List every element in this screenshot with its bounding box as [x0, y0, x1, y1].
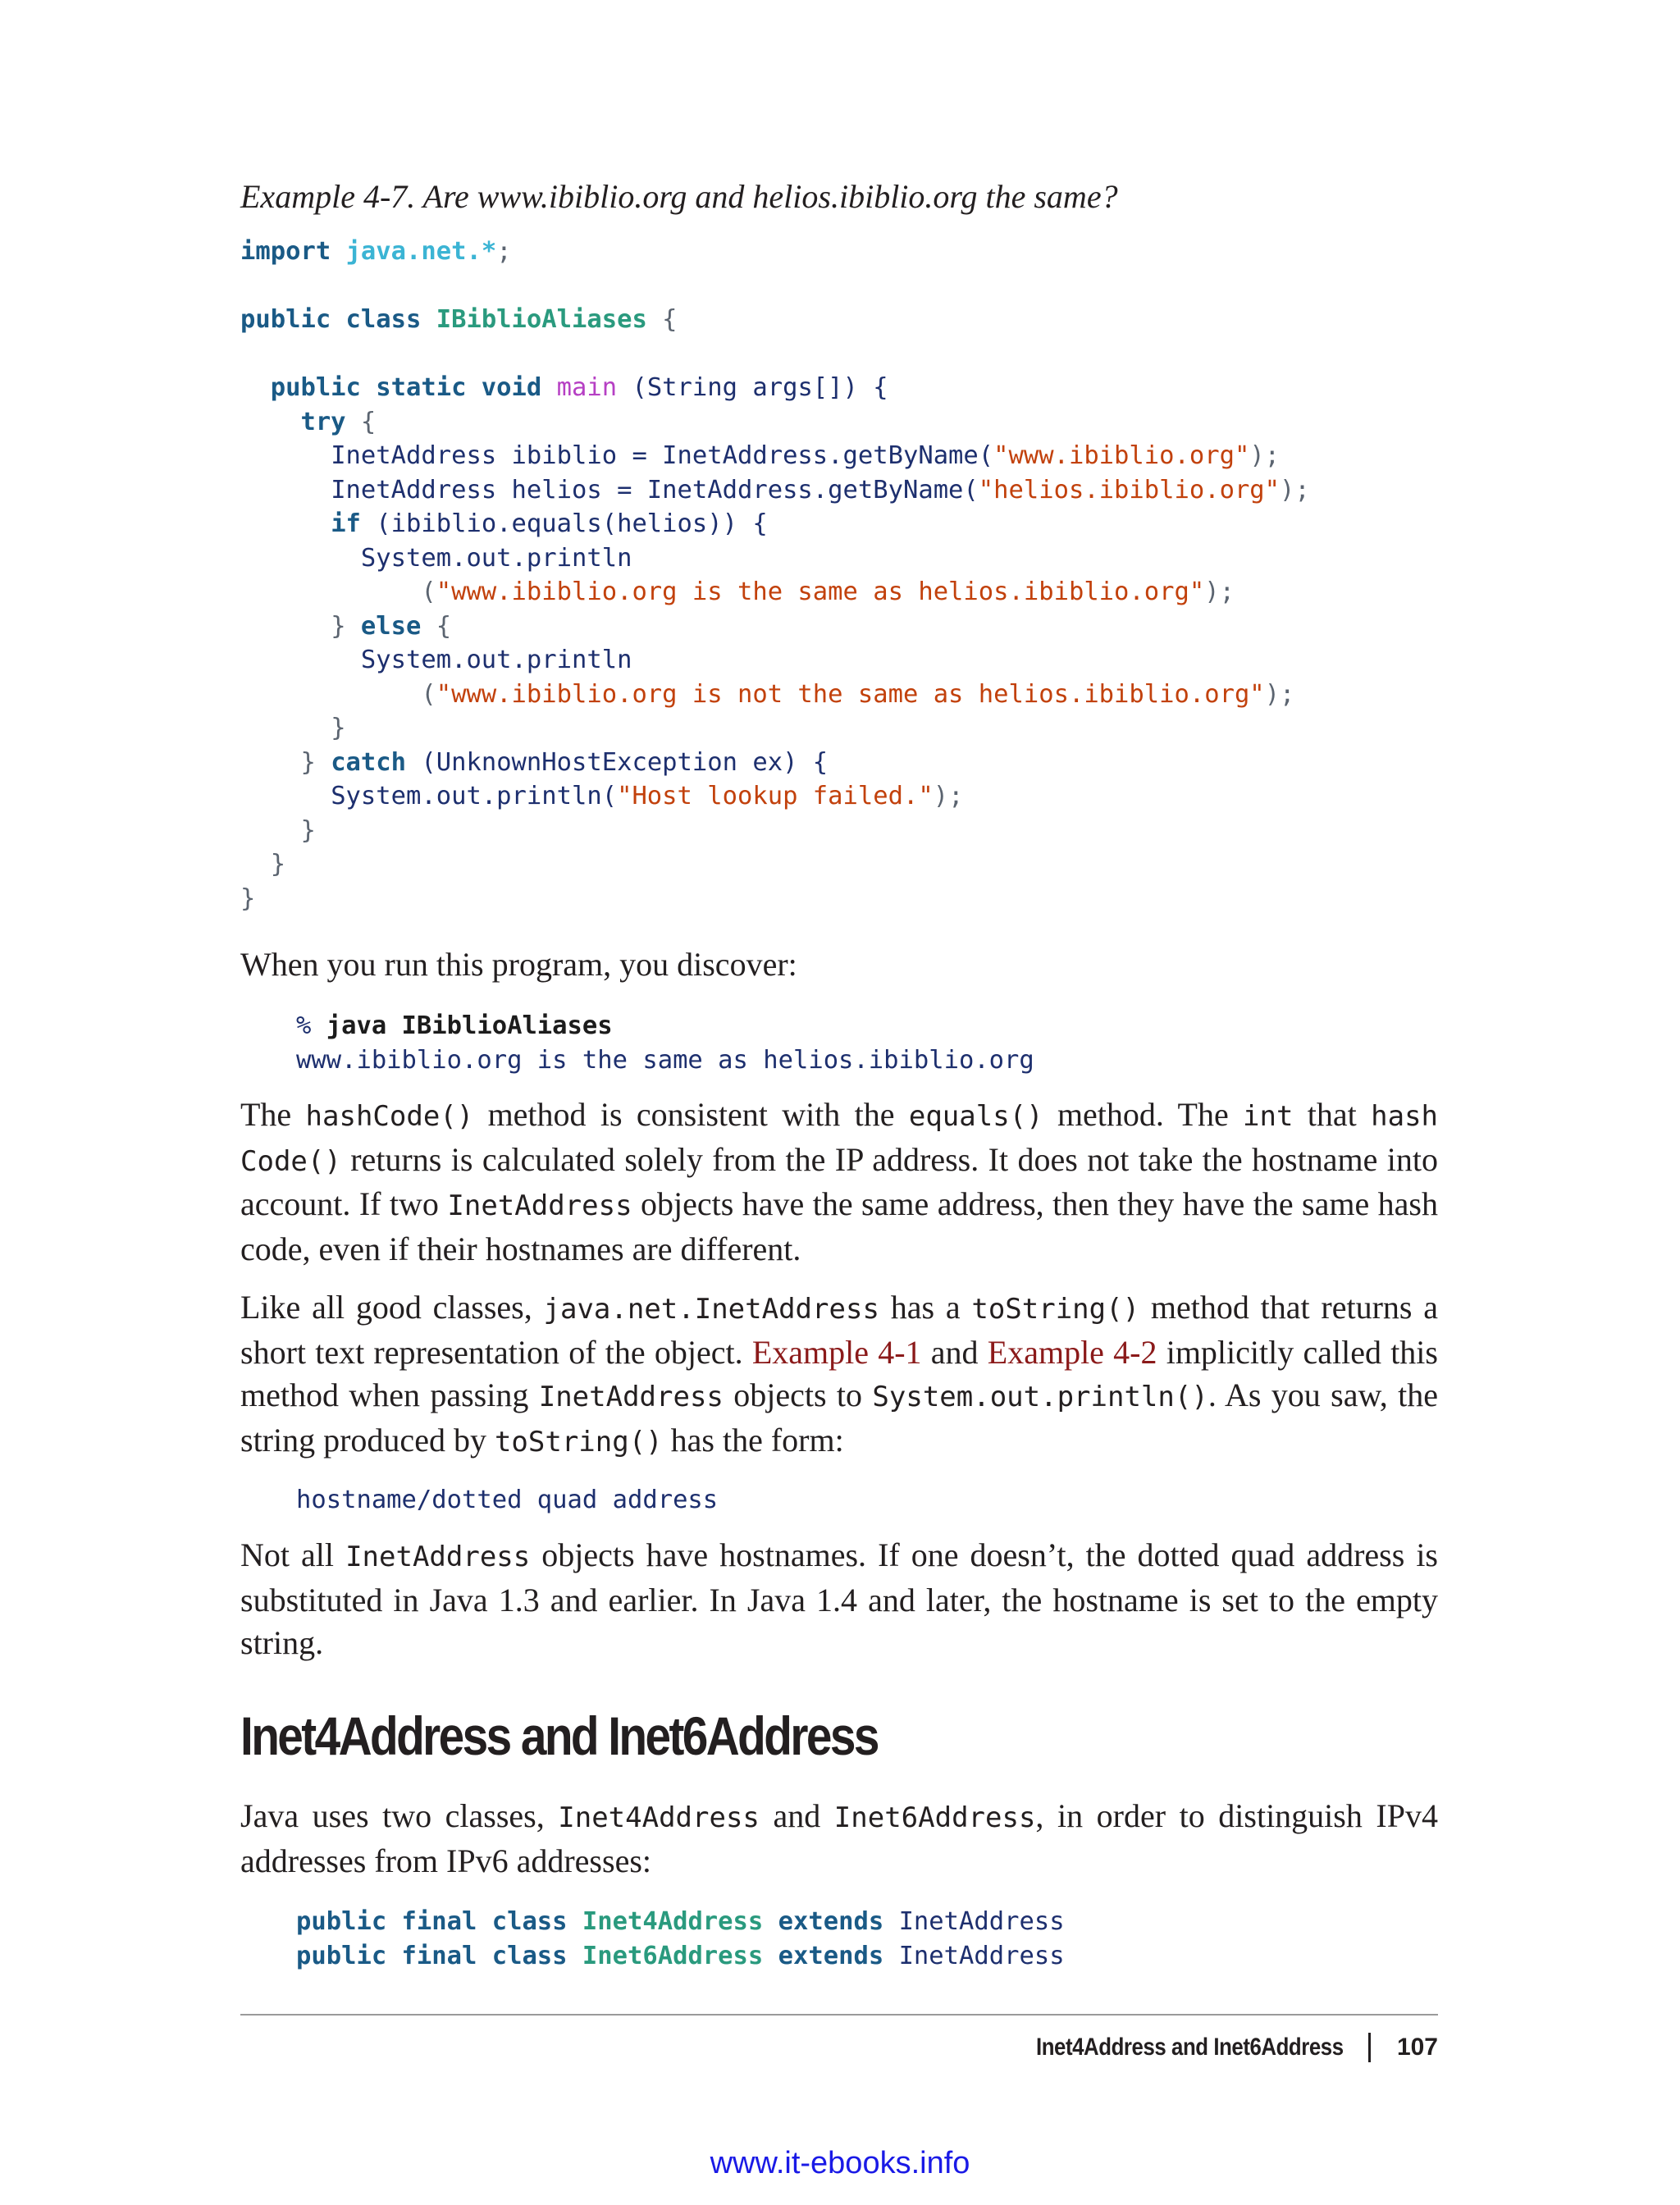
- example-4-1-link[interactable]: Example 4-1: [751, 1333, 922, 1371]
- class-declarations: [296, 1905, 1065, 1973]
- paragraph-run-intro: When you run this program, you discover:: [240, 946, 797, 983]
- text-run: . As you saw, the string produced by: [240, 1376, 1438, 1459]
- console-result: www.ibiblio.org is the same as helios.ibiblio.org: [296, 1045, 1034, 1075]
- text-run: and: [921, 1333, 988, 1371]
- footer-rule: [240, 2014, 1438, 2016]
- text-run: The: [240, 1096, 306, 1133]
- code-token: }: [300, 747, 331, 777]
- inline-code: Inet6Address: [833, 1801, 1036, 1834]
- inline-code: System.out.println(): [872, 1381, 1208, 1413]
- code-token: }: [300, 815, 316, 845]
- code-token: (: [421, 578, 436, 606]
- code-token: extends: [778, 1941, 884, 1970]
- code-token: (: [421, 679, 436, 709]
- code-token: Inet4Address: [582, 1907, 764, 1936]
- code-token: );: [1280, 475, 1310, 504]
- text-run: and: [759, 1797, 834, 1834]
- inline-code: int: [1243, 1100, 1294, 1133]
- code-token: );: [1249, 441, 1281, 470]
- code-token: main: [556, 373, 618, 402]
- console-prompt: %: [296, 1011, 326, 1040]
- code-token: ;: [496, 237, 512, 266]
- page-footer: [986, 2029, 1438, 2066]
- code-token: System.out.println: [360, 543, 632, 573]
- text-run: implicitly called this method when passing: [240, 1333, 1438, 1413]
- text-run: has the form:: [662, 1421, 844, 1459]
- paragraph-hashcode: [240, 1093, 1438, 1271]
- code-token: else: [360, 611, 422, 641]
- paragraph-java-uses: [240, 1795, 1438, 1883]
- watermark-link[interactable]: www.it-ebooks.info: [710, 2146, 970, 2180]
- code-token: System.out.println: [360, 646, 632, 674]
- code-token: import: [240, 237, 331, 266]
- code-token: }: [270, 850, 286, 879]
- tostring-form: hostname/dotted quad address: [296, 1486, 719, 1514]
- inline-code: InetAddress: [538, 1381, 724, 1413]
- code-token: try: [300, 407, 346, 436]
- code-token: {: [421, 611, 452, 641]
- paragraph-tostring: [240, 1286, 1438, 1463]
- page-number: 107: [1396, 2034, 1438, 2061]
- inline-code: hashCode(): [305, 1100, 474, 1133]
- inline-code: Inet4Address: [558, 1801, 760, 1834]
- inline-code: hash Code(): [240, 1100, 1439, 1178]
- example-4-2-link[interactable]: Example 4-2: [987, 1333, 1157, 1371]
- text-run: objects have hostnames. If one doesn’t, the dotted quad address is substituted in Java 1.3 and earlier. In Java 1.4 and later, the hostname is set to the empty string.: [240, 1536, 1439, 1661]
- code-token: (String args[]) {: [617, 373, 888, 402]
- console-command: java IBiblioAliases: [326, 1011, 613, 1040]
- code-token: );: [1264, 679, 1295, 709]
- inline-code: java.net.InetAddress: [543, 1293, 879, 1326]
- code-token: InetAddress ibiblio = InetAddress.getByName(: [331, 441, 994, 470]
- code-token: Inet6Address: [582, 1941, 764, 1970]
- code-token: {: [646, 305, 678, 334]
- code-token: }: [331, 611, 361, 641]
- text-run: Not all: [240, 1536, 346, 1573]
- text-run: Like all good classes,: [240, 1289, 544, 1326]
- inline-code: equals(): [908, 1100, 1043, 1133]
- code-token: InetAddress: [898, 1941, 1065, 1970]
- code-token: (ibiblio.equals(helios)) {: [360, 509, 768, 538]
- running-head: Inet4Address and Inet6Address: [1036, 2034, 1344, 2061]
- code-listing: [240, 235, 1310, 915]
- text-run: method. The: [1043, 1096, 1244, 1133]
- code-token: (UnknownHostException ex) {: [406, 747, 829, 777]
- code-token: IBiblioAliases: [436, 305, 647, 334]
- code-token: }: [240, 883, 256, 913]
- text-run: returns is calculated solely from the IP address. It does not take the hostname into account. If two: [240, 1140, 1438, 1222]
- code-token: "www.ibiblio.org is the same as helios.ibiblio.org": [436, 578, 1205, 606]
- console-output: [296, 1009, 1034, 1077]
- section-heading: Inet4Address and Inet6Address: [240, 1705, 878, 1766]
- code-token: );: [933, 782, 964, 810]
- code-token: }: [331, 714, 346, 742]
- text-run: has a: [879, 1289, 972, 1326]
- footer-separator: [1368, 2033, 1371, 2062]
- code-token: InetAddress: [898, 1907, 1065, 1936]
- text-run: objects have the same address, then they have the same hash code, even if their hostnames are different.: [240, 1185, 1439, 1267]
- text-run: that: [1293, 1096, 1372, 1133]
- example-caption: Example 4-7. Are www.ibiblio.org and helios.ibiblio.org the same?: [240, 178, 1118, 215]
- code-token: public final class: [296, 1907, 568, 1936]
- text-run: Java uses two classes,: [240, 1797, 559, 1834]
- code-token: System.out.println(: [331, 782, 618, 810]
- code-token: java.net.*: [345, 237, 497, 266]
- inline-code: InetAddress: [345, 1541, 531, 1573]
- code-token: "www.ibiblio.org": [993, 441, 1250, 470]
- text-run: objects to: [723, 1376, 873, 1413]
- inline-code: toString(): [971, 1293, 1140, 1326]
- inline-code: toString(): [494, 1425, 663, 1459]
- inline-code: InetAddress: [447, 1189, 632, 1222]
- text-run: , in order to distinguish IPv4 addresses from IPv6 addresses:: [240, 1797, 1438, 1879]
- text-run: method that returns a short text representation of the object.: [240, 1289, 1438, 1371]
- code-token: {: [345, 407, 377, 436]
- code-token: public class: [240, 305, 422, 334]
- code-token: "helios.ibiblio.org": [978, 475, 1281, 504]
- code-token: "Host lookup failed.": [617, 782, 934, 810]
- code-token: extends: [778, 1907, 884, 1936]
- code-token: );: [1204, 578, 1235, 606]
- code-token: InetAddress helios = InetAddress.getByName(: [331, 475, 979, 504]
- code-token: "www.ibiblio.org is not the same as helios.ibiblio.org": [436, 679, 1265, 709]
- code-token: if: [331, 509, 361, 538]
- text-run: method is consistent with the: [473, 1096, 909, 1133]
- code-token: public static void: [270, 373, 542, 402]
- paragraph-no-hostname: [240, 1534, 1438, 1665]
- code-token: public final class: [296, 1941, 568, 1970]
- code-token: catch: [331, 747, 407, 777]
